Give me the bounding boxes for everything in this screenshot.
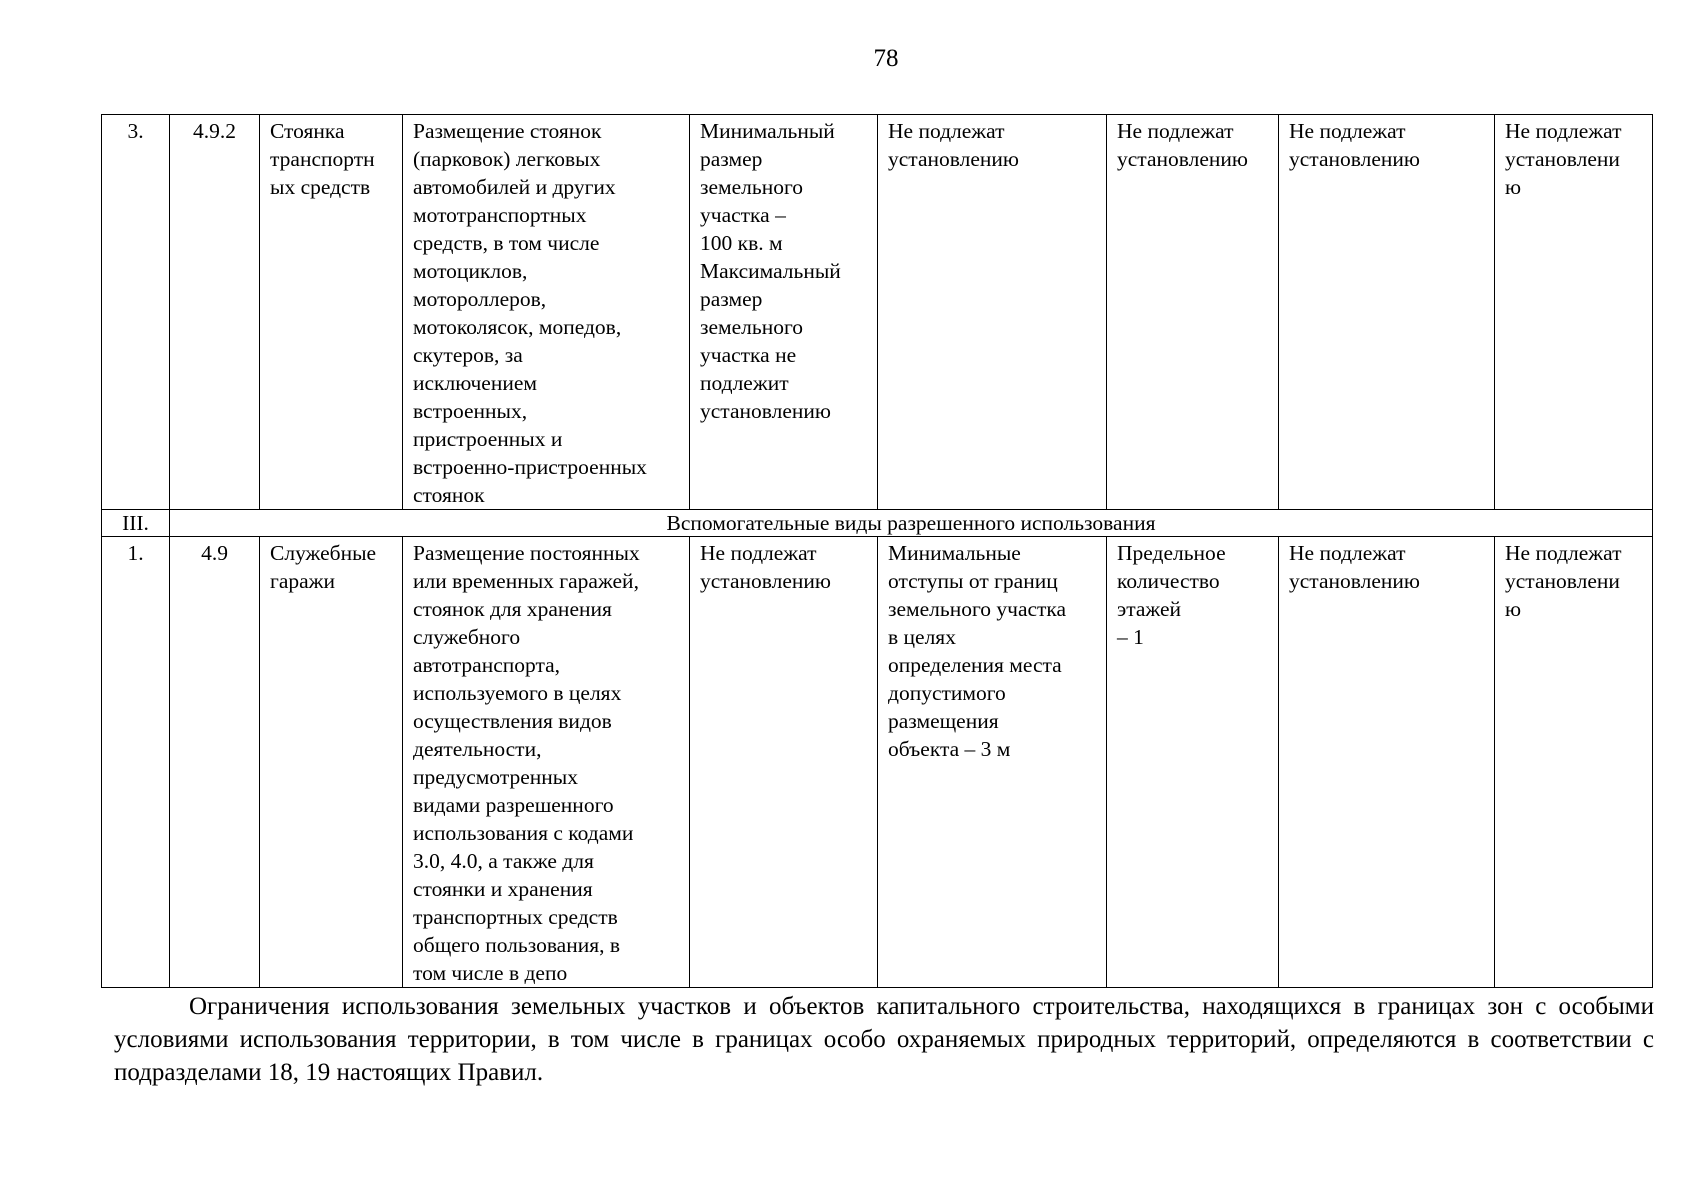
section-number: III. <box>102 510 170 537</box>
cell-text-line: 100 кв. м <box>700 231 783 255</box>
cell-text-line: автотранспорта, <box>413 653 561 677</box>
cell-text-line: или временных гаражей, <box>413 569 639 593</box>
cell-text-line: общего пользования, в <box>413 933 621 957</box>
cell-text-line: 3.0, 4.0, а также для <box>413 849 594 873</box>
row-number: 1. <box>102 537 170 988</box>
use-description-cell <box>403 115 690 510</box>
cell-text-line: средств, в том числе <box>413 231 600 255</box>
cell-text-line: подлежит <box>700 371 789 395</box>
cell-text-line: деятельности, <box>413 737 542 761</box>
cell-text-line: мототранспортных <box>413 203 587 227</box>
cell-text-line: Минимальный <box>700 119 835 143</box>
setback-cell <box>878 115 1107 510</box>
cell-text-line: Не подлежат <box>700 541 817 565</box>
cell-text-line: в целях <box>888 625 956 649</box>
section-title: Вспомогательные виды разрешенного использования <box>170 510 1653 537</box>
plot-size-cell <box>690 537 878 988</box>
section-header-row <box>102 510 1653 537</box>
cell-text-line: объекта – 3 м <box>888 737 1011 761</box>
cell-text-line: Не подлежат <box>888 119 1005 143</box>
cell-text-line: служебного <box>413 625 521 649</box>
cell-text-line: земельного <box>700 175 804 199</box>
cell-text-line: участка не <box>700 343 797 367</box>
cell-text-line: ых средств <box>270 175 371 199</box>
table-row <box>102 537 1653 988</box>
cell-text-line: используемого в целях <box>413 681 622 705</box>
cell-text-line: участка – <box>700 203 786 227</box>
other-params-cell <box>1495 115 1653 510</box>
cell-text-line: Не подлежат <box>1289 119 1406 143</box>
cell-text-line: гаражи <box>270 569 336 593</box>
cell-text-line: Не подлежат <box>1117 119 1234 143</box>
cell-text-line: Максимальный <box>700 259 841 283</box>
cell-text-line: Не подлежат <box>1505 541 1622 565</box>
cell-text-line: мотоциклов, <box>413 259 528 283</box>
restrictions-paragraph: Ограничения использования земельных участков и объектов капитального строительства, находящихся в границах зон с особыми условиями использования территории, в том числе в границах особо охраняемых природных территорий, определяются в соответствии с подразделами 18, 19 настоящих Правил. <box>114 993 1654 1086</box>
row-code: 4.9.2 <box>170 115 260 510</box>
cell-text-line: использования с кодами <box>413 821 634 845</box>
cell-text-line: Не подлежат <box>1505 119 1622 143</box>
cell-text-line: мотоколясок, мопедов, <box>413 315 622 339</box>
cell-text-line: земельного участка <box>888 597 1067 621</box>
cell-text-line: установлению <box>700 569 831 593</box>
cell-text-line: пристроенных и <box>413 427 563 451</box>
cell-text-line: Стоянка <box>270 119 345 143</box>
cell-text-line: размер <box>700 287 763 311</box>
row-code: 4.9 <box>170 537 260 988</box>
cell-text-line: этажей <box>1117 597 1182 621</box>
table-row <box>102 115 1653 510</box>
cell-text-line: установлению <box>1289 147 1420 171</box>
cell-text-line: Размещение стоянок <box>413 119 602 143</box>
other-params-cell <box>1495 537 1653 988</box>
cell-text-line: установлению <box>1289 569 1420 593</box>
cell-text-line: транспортных средств <box>413 905 618 929</box>
cell-text-line: размер <box>700 147 763 171</box>
cell-text-line: транспортн <box>270 147 375 171</box>
use-name-cell <box>260 115 403 510</box>
cell-text-line: осуществления видов <box>413 709 612 733</box>
cell-text-line: установлению <box>700 399 831 423</box>
cell-text-line: стоянки и хранения <box>413 877 593 901</box>
row-number: 3. <box>102 115 170 510</box>
floors-cell <box>1107 537 1279 988</box>
cell-text-line: установлению <box>888 147 1019 171</box>
cell-text-line: установлени <box>1505 569 1620 593</box>
cell-text-line: отступы от границ <box>888 569 1058 593</box>
cell-text-line: ю <box>1505 597 1522 621</box>
cell-text-line: ю <box>1505 175 1522 199</box>
cell-text-line: размещения <box>888 709 999 733</box>
cell-text-line: Предельное <box>1117 541 1226 565</box>
use-description-cell <box>403 537 690 988</box>
cell-text-line: встроенно-пристроенных <box>413 455 647 479</box>
cell-text-line: видами разрешенного <box>413 793 614 817</box>
use-name-cell <box>260 537 403 988</box>
cell-text-line: установлению <box>1117 147 1248 171</box>
cell-text-line: стоянок для хранения <box>413 597 612 621</box>
cell-text-line: Минимальные <box>888 541 1021 565</box>
cell-text-line: допустимого <box>888 681 1006 705</box>
floors-cell <box>1107 115 1279 510</box>
page-number: 78 <box>873 45 899 72</box>
cell-text-line: Размещение постоянных <box>413 541 640 565</box>
cell-text-line: Служебные <box>270 541 377 565</box>
building-coverage-cell <box>1279 537 1495 988</box>
cell-text-line: установлени <box>1505 147 1620 171</box>
cell-text-line: том числе в депо <box>413 961 568 985</box>
cell-text-line: (парковок) легковых <box>413 147 601 171</box>
cell-text-line: предусмотренных <box>413 765 578 789</box>
cell-text-line: земельного <box>700 315 804 339</box>
cell-text-line: автомобилей и других <box>413 175 616 199</box>
cell-text-line: скутеров, за <box>413 343 523 367</box>
cell-text-line: – 1 <box>1117 625 1144 649</box>
setback-cell <box>878 537 1107 988</box>
cell-text-line: стоянок <box>413 483 485 507</box>
cell-text-line: количество <box>1117 569 1220 593</box>
cell-text-line: встроенных, <box>413 399 528 423</box>
building-coverage-cell <box>1279 115 1495 510</box>
plot-size-cell <box>690 115 878 510</box>
cell-text-line: исключением <box>413 371 537 395</box>
land-use-table <box>101 114 1653 988</box>
cell-text-line: мотороллеров, <box>413 287 547 311</box>
cell-text-line: определения места <box>888 653 1062 677</box>
cell-text-line: Не подлежат <box>1289 541 1406 565</box>
